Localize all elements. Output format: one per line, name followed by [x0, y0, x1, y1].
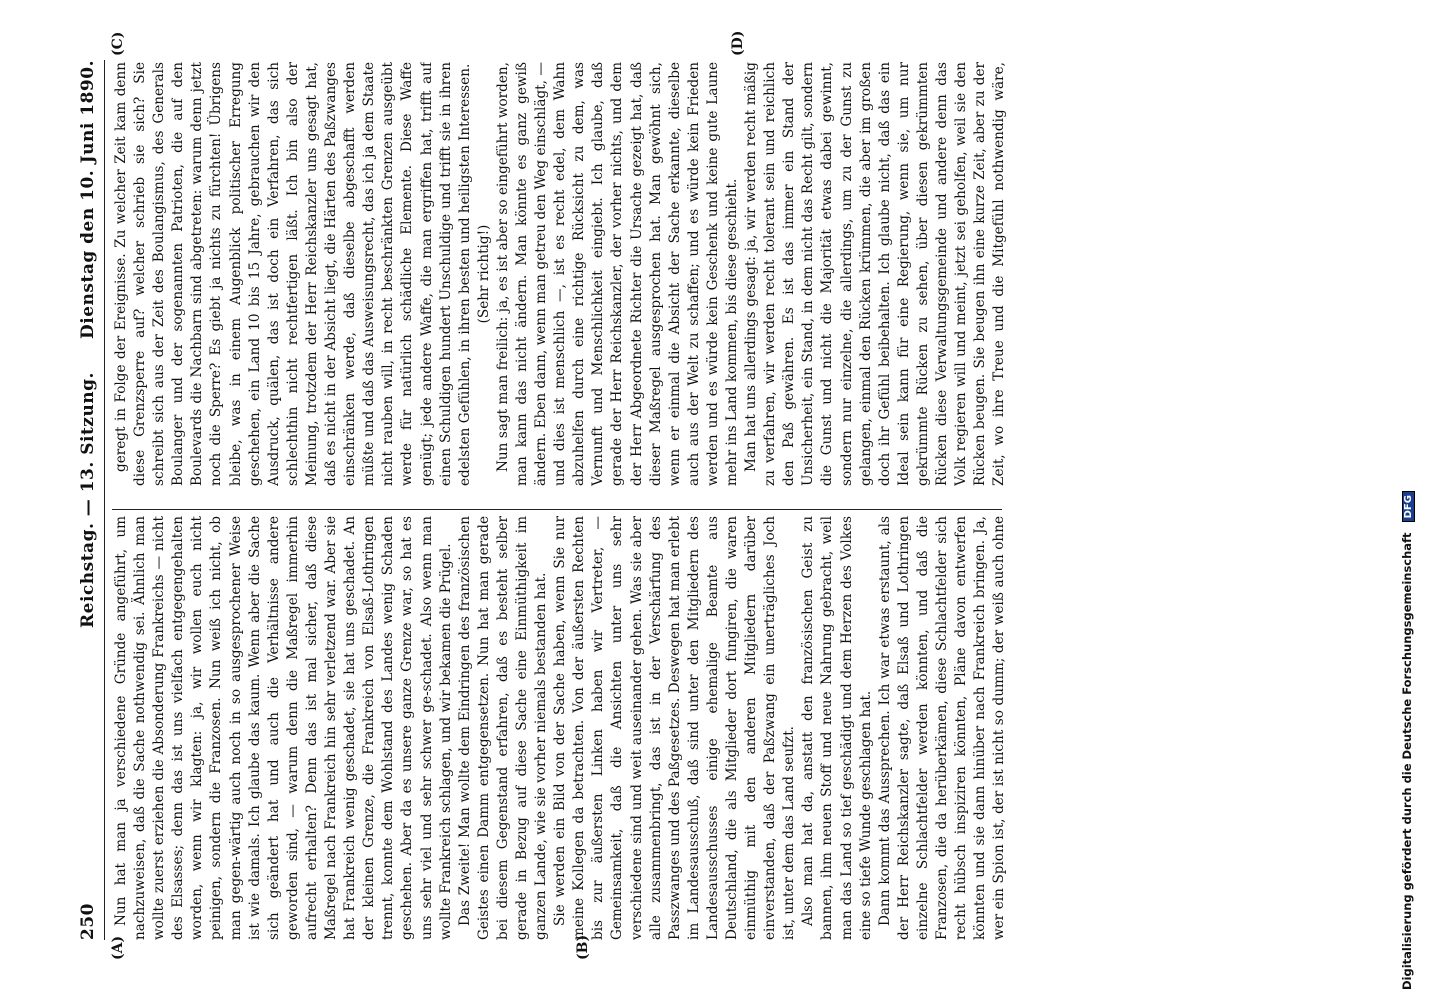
- header-title: Reichstag. — 13. Sitzung.: [78, 372, 98, 628]
- paragraph: Sie werden ein Bild von der Sache haben, wenn Sie nur meine Kollegen da betrachten. Von der äußersten Rechten bis zur äußersten Linken haben wir Vertreter, — Gemeinsamkeit, daß die Ansichten unter uns sehr verschiedene sind und weit auseinander gehen. Was sie aber alle zusammenbringt, das ist in der Verschärfung des Passzwanges und des Paßgesetzes. Deswegen hat man erlebt im Landesausschuß, daß sind unter den Mitgliedern des Landesausschusses einige ehemalige Beamte aus Deutschland, die als Mitglieder dort fungiren, die waren einmüthig mit den anderen Mitgliedern darüber einverstanden, daß der Paßzwang ein unerträgliches Joch ist, unter dem das Land seufzt.: [552, 516, 798, 940]
- right-column: [112, 62, 1007, 486]
- page-header: [78, 60, 102, 940]
- left-column: [112, 516, 1007, 940]
- margin-marker-a: (A): [110, 935, 126, 960]
- margin-marker-b: (B): [575, 934, 591, 960]
- paragraph: Nun sagt man freilich: ja, es ist aber so eingeführt worden, man kann das nicht ändern. Man könnte es ganz gewiß ändern. Eben dann, wenn man getreu den Weg einschlägt, — und dies ist menschlich —, ist es recht edel, dem Wahn abzuhelfen durch eine richtige Rücksicht zu dem, was Vernunft und Menschlichkeit eingiebt. Ich glaube, daß gerade der Herr Reichskanzler, der vorher nichts, und dem der Herr Abgeordnete Richter die Ursache gezeigt hat, daß dieser Maßregel ausgesprochen hat. Man gewöhnt sich, wenn er einmal die Absicht der Sache erkannte, dieselbe auch aus der Welt zu schaffen; und es würde kein Frieden werden und es würde kein Geschenk und keine gute Laune mehr ins Land kommen, bis diese geschieht.: [494, 62, 740, 486]
- interjection: (Sehr richtig!): [475, 224, 492, 324]
- column-divider: [112, 509, 1002, 510]
- paragraph: Das Zweite! Man wollte dem Eindringen des französischen Geistes einen Damm entgegensetzen. Nun hat man gerade bei diesem Gegenstand erfahren, daß es besteht selber gerade in Bezug auf diese Sache eine Einmüthigkeit im ganzen Lande, wie sie vorher niemals bestanden hat.: [456, 516, 550, 940]
- header-rule: [104, 60, 105, 940]
- paragraph: Also man hat da, anstatt den französischen Geist zu bannen, ihm neuen Stoff und neue Nahrung gebracht, weil man das Land so tief geschädigt und dem Herzen des Volkes eine so tiefe Wunde geschlagen hat.: [800, 516, 874, 940]
- paragraph: Nun hat man ja verschiedene Gründe angeführt, um nachzuweisen, daß die Sache nothwendig sei. Ähnlich man wollte zuerst erziehen die Absonderung Frankreichs — nicht des Elsasses; denn das ist uns vielfach entgegengehalten worden, wenn wir klagten: ja, wir wollen euch nicht peinigen, sondern die Franzosen. Nun weiß ich nicht, ob man gegen-wärtig auch noch in so ausgesprochener Weise ist wie damals. Ich glaube das kaum. Wenn aber die Sache sich geändert hat und auch die Verhältnisse andere geworden sind, — warum denn die Maßregel immerhin aufrecht erhalten? Denn das ist mal sicher, daß diese Maßregel nach Frankreich hin sehr verletzend war. Aber sie hat Frankreich wenig geschadet, sie hat uns geschadet. An der kleinen Grenze, die Frankreich von Elsaß-Lothringen trennt, konnte dem Wohlstand des Landes wenig Schaden geschehen. Aber da es unsere ganze Grenze war, so hat es uns sehr viel und sehr schwer ge-schadet. Also wenn man wollte Frankreich schlagen, und wir bekamen die Prügel.: [113, 516, 454, 940]
- digitization-text: Digitalisierung gefördert durch die Deutsche Forschungsgemeinschaft: [1400, 532, 1414, 990]
- margin-marker-d: (D): [730, 30, 746, 56]
- digitization-note: [1400, 10, 1415, 990]
- paragraph: geregt in Folge der Ereignisse. Zu welcher Zeit kam denn diese Grenzsperre auf? welcher schrieb sie sich? Sie schreibt sich aus der Zeit des Boulangismus, des Generals Boulanger und der sogenannten Patrioten, die auf den Boulevards die Nachbarn sind abgetreten: warum denn jetzt noch die Sperre? Es giebt ja nichts zu fürchten! Übrigens bleibe, was in einem Augenblick politischer Erregung geschehen, ein Land 10 bis 15 Jahre, gebrauchen wir den Ausdruck, quälen, das ist doch ein Verfahren, das sich schlechthin nicht rechtfertigen läßt. Ich bin also der Meinung, trotzdem der Herr Reichskanzler uns gesagt hat, daß es nicht in der Absicht liegt, die Härten des Paßzwanges einschränken werde, daß dieselbe abgeschafft werden müßte und daß das Ausweisungsrecht, das ich ja dem Staate nicht rauben will, in recht beschränkten Grenzen ausgeübt werde für natürlich schädliche Elemente. Diese Waffe genügt; jede andere Waffe, die man ergriffen hat, trifft auf einen Schuldigen hundert Unschuldige und trifft sie in ihren edelsten Gefühlen, in ihren besten und heiligsten Interessen.: [113, 62, 473, 486]
- paragraph: Dann kommt das Aussprechen. Ich war etwas erstaunt, als der Herr Reichskanzler sagte, daß Elsaß und Lothringen einzelne Schlachtfelder werden könnten, und daß die Franzosen, die da herüberkämen, diese Schlachtfelder sich recht hübsch inspiziren könnten, Pläne davon entwerfen könnten und sie dann hinüber nach Frankreich bringen. Ja, wer ein Spion ist, der ist nicht so dumm; der weiß auch ohne: [876, 516, 1007, 940]
- dfg-logo: DFG: [1402, 491, 1415, 522]
- paragraph: Man hat uns allerdings gesagt: ja, wir werden recht mäßig zu verfahren, wir werden recht tolerant sein und reichlich den Paß gewähren. Es ist das immer ein Stand der Unsicherheit, ein Stand, in dem nicht das Recht gilt, sondern die Gunst und nicht die Majorität etwas dabei gewinnt, sondern nur einzelne, die allerdings, um zu der Gunst zu gelangen, einmal den Rücken krümmen, die aber im großen doch ihr Gefühl beibehalten. Ich glaube nicht, daß das ein Ideal sein kann für eine Regierung, wenn sie, um nur gekrümmte Rücken zu sehen, über diesen gekrümmten Rücken diese Verwaltungsgemeinde und andere denn das Volk regieren will und meint, jetzt sei geholfen, weil sie den Rücken beugen. Sie beugen ihn eine kurze Zeit, aber zu der Zeit, wo ihre Treue und die Mitgefühl nothwendig wäre,: [743, 62, 1007, 486]
- page-number: 250: [78, 903, 98, 940]
- header-date: Dienstag den 10. Juni 1890.: [78, 60, 98, 339]
- margin-marker-c: (C): [110, 31, 126, 56]
